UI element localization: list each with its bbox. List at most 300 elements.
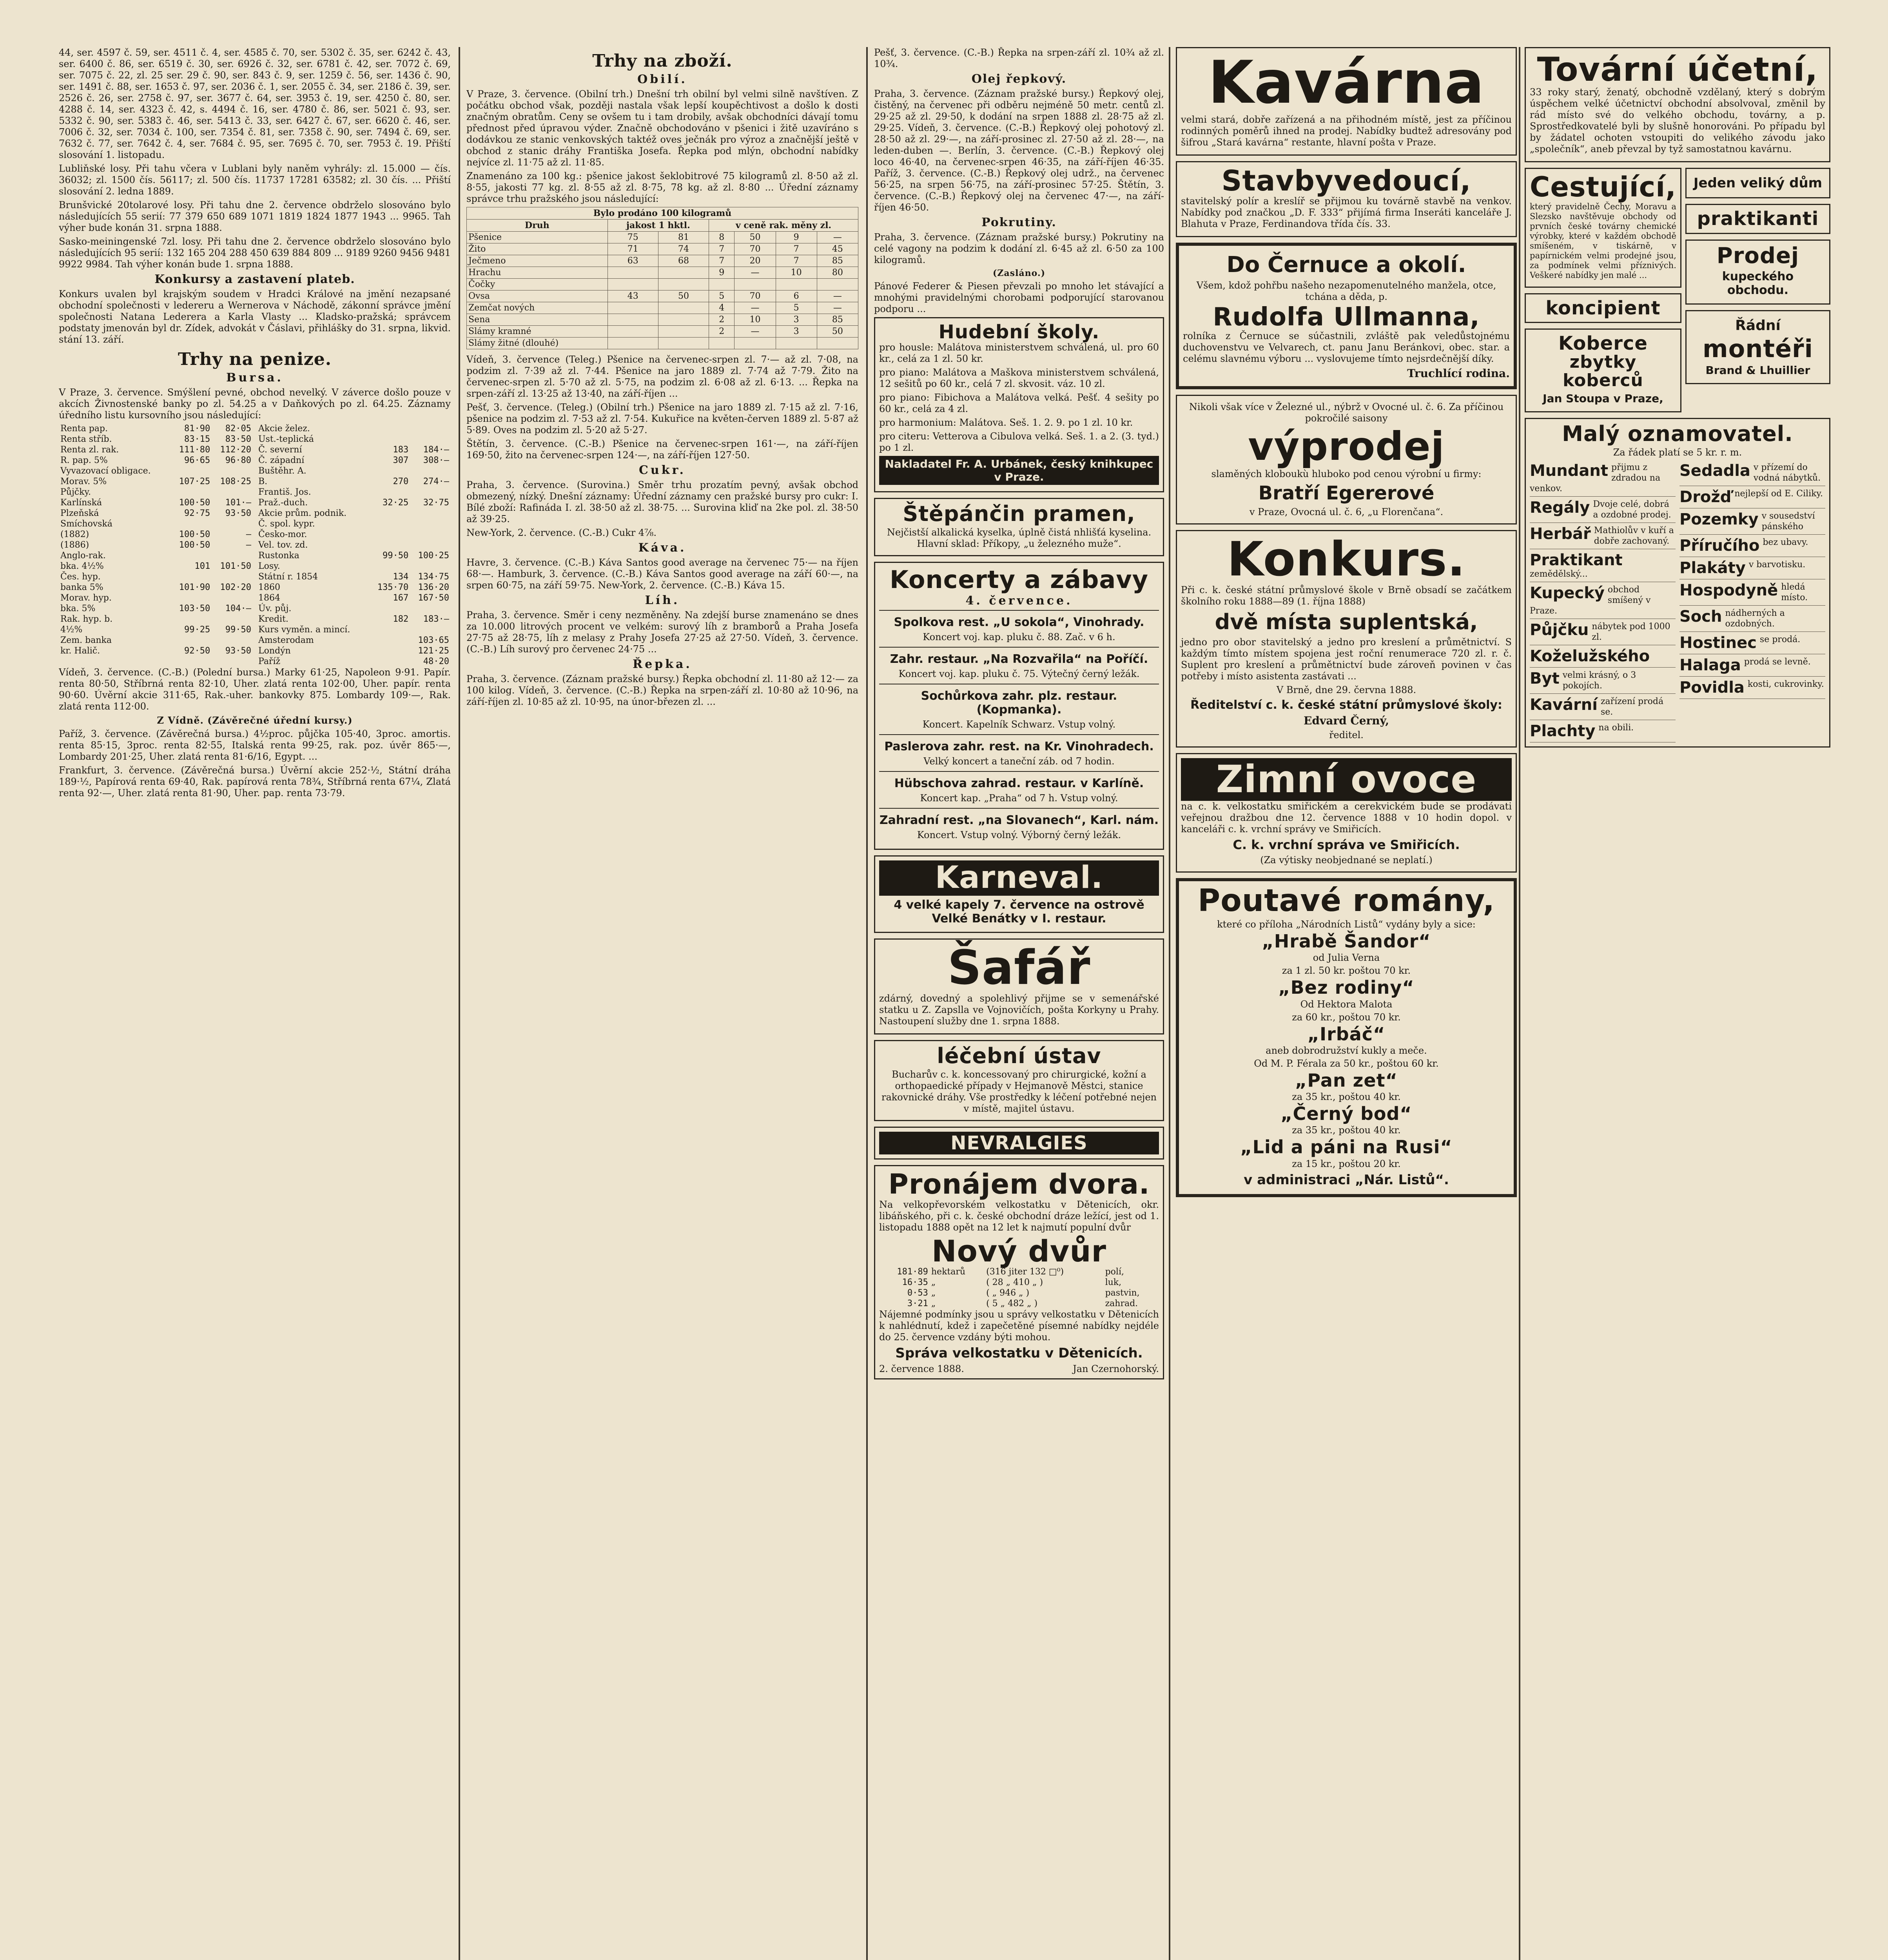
konkursy-heading: Konkursy a zastavení plateb. (154, 272, 355, 286)
grain-col-header: v ceně rak. měny zl. (709, 220, 858, 232)
exchange-ask (212, 466, 253, 476)
exchange-name: Rak. hyp. b. (60, 614, 113, 624)
novel-price: Od M. P. Férala za 50 kr., poštou 60 kr. (1254, 1058, 1439, 1069)
carpets-firm: Jan Stoupa v Praze, (1543, 392, 1663, 405)
exchange-bid: 81·90 (184, 424, 210, 434)
exchange-bid: 100·50 (179, 540, 210, 550)
exchange-ask (212, 572, 253, 582)
oilcake-text: Praha, 3. července. (Záznam pražské bursy.) Pokrutiny na celé vagony na podzim k dodání zl. 6·45 až zl. 6·50 za 100 kilogramů. (874, 232, 1164, 265)
grain-cell: 3 (776, 314, 817, 326)
classified-text: Dvoje celé, dobrá a ozdobné prodej. (1593, 499, 1671, 520)
hat-sale-intro: Nikoli však více v Železné ul., nýbrž v Ovocné ul. č. 6. Za příčinou pokročilé saisony (1189, 401, 1504, 424)
exchange-ask (410, 508, 451, 519)
novel-author: za 15 kr., poštou 20 kr. (1292, 1158, 1401, 1169)
classified-text: velmi krásný, o 3 pokojích. (1562, 670, 1636, 691)
grain-cell: — (817, 302, 858, 314)
safar-ad (874, 938, 1164, 1034)
exchange-name: (1882) (60, 530, 89, 539)
trainees-heading: praktikanti (1697, 208, 1819, 230)
hat-sale-ad (1176, 395, 1517, 524)
land-cell: (316 jiter 132 □⁰) (986, 1267, 1064, 1277)
concerts-list (879, 610, 1159, 845)
konkurs-org: Ředitelství c. k. české státní průmyslové školy: (1190, 698, 1502, 712)
exchange-bid (369, 519, 410, 529)
grain-cell: Pšenice (467, 232, 608, 243)
concert-detail: Koncert voj. kap. pluku č. 88. Zač. v 6 h. (923, 632, 1115, 643)
exchange-name: Č. západní (258, 456, 305, 465)
grain-cell: 63 (608, 255, 658, 267)
exchange-ask: 167·50 (418, 593, 449, 603)
classifieds-heading: Malý oznamovatel. (1562, 421, 1793, 446)
novel-title: „Lid a páni na Rusi“ (1240, 1136, 1453, 1158)
classified-text: bez ubavy. (1763, 537, 1808, 547)
concert-item (879, 684, 1159, 734)
music-ad-publisher: Nakladatel Fr. A. Urbánek, český knihkupec v Praze. (879, 456, 1159, 485)
concert-detail: Koncert. Vstup volný. Výborný černý ležák. (917, 829, 1121, 841)
exchange-ask (410, 540, 451, 550)
exchange-name: Paříž (258, 657, 281, 666)
classified-text: se prodá. (1759, 634, 1801, 644)
grain-cell (658, 314, 709, 326)
grain-cell: 74 (658, 243, 709, 255)
classified-item (1530, 523, 1676, 549)
exchange-bid (171, 466, 212, 476)
exchange-bid: 270 (393, 477, 409, 486)
exchange-row (257, 603, 451, 614)
konkurs-sub: dvě místa suplentská, (1215, 610, 1478, 635)
exchange-ask: 96·80 (225, 456, 251, 465)
land-cell: „ (931, 1278, 936, 1288)
exchange-ask (410, 603, 451, 614)
concert-item (879, 610, 1159, 647)
exchange-bid: 135·70 (377, 583, 409, 592)
classified-item (1679, 654, 1825, 677)
grain-cell: 8 (709, 232, 735, 243)
exchange-row (59, 508, 253, 519)
classified-item (1679, 460, 1825, 486)
classified-item (1530, 549, 1676, 582)
novels-intro: které co příloha „Národních Listů“ vydány byly a sice: (1217, 918, 1476, 930)
concert-item (879, 771, 1159, 808)
house-heading: Jeden veliký dům (1693, 175, 1823, 191)
sugar-text: Praha, 3. července. (Surovina.) Směr trhu prozatím pevný, avšak obchod obmezený, nízký. Dnešní záznamy: Úřední záznamy cen pražské bursy pro cukr: I. Bílé zboží: Rafináda I. zl. 38·50 až zl. 38·75. ... Surovina kliď na 2ke pol. zl. 38·50 až 39·25. (466, 479, 858, 524)
grain-price-table (466, 207, 858, 349)
grain-cell: Ovsa (467, 290, 608, 302)
stavby-heading: Stavbyvedoucí, (1221, 164, 1471, 197)
exchange-ask (410, 434, 451, 445)
safar-heading: Šafář (947, 941, 1091, 996)
classifieds-right (1679, 460, 1825, 742)
exchange-row (257, 519, 451, 529)
exchange-row (59, 561, 253, 572)
money-heading: Trhy na penize. (178, 349, 332, 369)
classified-item (1530, 720, 1676, 742)
exchange-name: R. pap. 5% (60, 456, 108, 465)
exchange-row (257, 582, 451, 593)
accountant-heading: Tovární účetní, (1537, 50, 1818, 89)
fitters-firm: Brand & Lhuillier (1705, 364, 1810, 377)
exchange-name: Morav. 5% (60, 477, 107, 486)
lease-after: Nájemné podmínky jsou u správy velkostatku v Dětenicích k nahlédnutí, kdež i zapečetěné písemné nabídky nejdéle do 25. července vzdány býti mohou. (879, 1309, 1159, 1343)
exchange-ask (212, 550, 253, 561)
col5-two-up (1525, 168, 1830, 418)
land-cell: 0·53 (907, 1288, 928, 1298)
cernuce-signature: Truchlící rodina. (1407, 367, 1510, 380)
exchange-bid (171, 550, 212, 561)
exchange-name: Londýn (258, 646, 291, 656)
grain-col-header: Druh (467, 220, 608, 232)
grain-cell: 3 (776, 326, 817, 338)
exchange-bid (171, 593, 212, 603)
hat-sale-heading: výprodej (1248, 423, 1445, 470)
exchange-name: Amsterodam (258, 635, 314, 645)
grain-cell (608, 326, 658, 338)
traveler-ad (1525, 168, 1681, 288)
exchange-ask (212, 614, 253, 624)
novel-author: za 35 kr., poštou 40 kr. (1292, 1091, 1401, 1103)
lease-heading: Pronájem dvora. (888, 1168, 1150, 1201)
column-3 (874, 47, 1164, 1960)
grain-cell (735, 279, 776, 290)
grain-cell (658, 279, 709, 290)
novel-title: „Irbáč“ (1307, 1023, 1386, 1045)
exchange-name: banka 5% (60, 583, 103, 592)
music-ad-line: pro citeru: Vetterova a Cibulova velká. Seš. 1. a 2. (3. tyd.) po 1 zl. (879, 431, 1159, 454)
grain-cell (658, 338, 709, 349)
grain-cell: — (817, 232, 858, 243)
exchange-name: Rustonka (258, 551, 299, 561)
cernuce-heading: Do Černuce a okolí. (1226, 252, 1466, 278)
grain-cell: 80 (817, 267, 858, 279)
exchange-bid (369, 635, 410, 646)
exchange-row (59, 646, 253, 656)
concert-venue: Zahr. restaur. „Na Rozvařila“ na Poříčí. (890, 652, 1148, 666)
fruit-ad (1176, 753, 1517, 873)
classified-keyword: Plachty (1530, 722, 1596, 740)
grain-cell: 81 (658, 232, 709, 243)
exchange-name: Plzeňská (60, 508, 99, 518)
classified-keyword: Herbář (1530, 524, 1591, 543)
exchange-ask: 112·20 (220, 445, 251, 455)
column-1 (59, 47, 451, 1960)
exchange-bid: 107·25 (179, 477, 210, 486)
grain-col-header: jakost 1 hktl. (608, 220, 709, 232)
exchange-name: Kredit. (258, 614, 288, 624)
grain-cell (817, 338, 858, 349)
coffee-heading: Káva. (638, 541, 687, 555)
exchange-name: Úv. půj. (258, 604, 292, 613)
land-cell: ( „ 946 „ ) (986, 1288, 1030, 1298)
lottery-text: Lubliňské losy. Při tahu včera v Lublani byly naněm vyhrály: zl. 15.000 — čís. 36032; zl. 1500 čís. 56117; zl. 500 čís. 11737 17281 63582; zl. 30 čís. ... Přiští slosování 2. ledna 1889. (59, 163, 451, 197)
grain-cell (776, 279, 817, 290)
exchange-row (257, 434, 451, 445)
novel-title: „Hrabě Šandor“ (1262, 930, 1431, 952)
exchange-ask: 274·— (423, 477, 449, 486)
estate-signature: Jan Czernohorský. (1073, 1363, 1159, 1375)
exchange-bid (369, 466, 410, 476)
exchange-name: Karlínská (60, 498, 102, 508)
classified-text: nádherných a ozdobných. (1725, 608, 1785, 629)
stepan-heading: Štěpánčin pramen, (903, 501, 1135, 526)
exchange-ask (212, 487, 253, 497)
goods-heading: Trhy na zboží. (592, 51, 733, 71)
novel-title: „Pan zet“ (1295, 1069, 1398, 1091)
land-table (879, 1267, 1159, 1309)
concert-venue: Spolkova rest. „U sokola“, Vinohrady. (894, 615, 1144, 630)
exchange-row (59, 466, 253, 476)
hat-sale-address: v Praze, Ovocná ul. č. 6, „u Florenčana“. (1249, 506, 1444, 518)
lottery-numbers: 44, ser. 4597 č. 59, ser. 4511 č. 4, ser. 4585 č. 70, ser. 5302 č. 35, ser. 6242 č. 43, ser. 6400 č. 86, ser. 6519 č. 30, ser. 6926 č. 32, ser. 6781 č. 42, ser. 7072 č. 69, ser. 7075 č. 22, zl. 25 ser. 29 č. 90, ser. 843 č. 9, ser. 1259 č. 56, ser. 1436 č. 90, ser. 1491 č. 88, ser. 1653 č. 97, ser. 2036 č. 1, ser. 2055 č. 34, ser. 2186 č. 39, ser. 2526 č. 26, ser. 2758 č. 97, ser. 3677 č. 64, ser. 3953 č. 19, ser. 4250 č. 80, ser. 4288 č. 14, ser. 4323 č. 42, s. 4494 č. 16, ser. 4780 č. 86, ser. 5021 č. 93, ser. 5332 č. 90, ser. 5383 č. 46, ser. 5413 č. 33, ser. 6427 č. 67, ser. 6620 č. 46, ser. 7006 č. 32, ser. 7034 č. 100, ser. 7354 č. 81, ser. 7358 č. 90, ser. 7494 č. 69, ser. 7632 č. 77, ser. 7642 č. 4, ser. 7684 č. 95, ser. 7695 č. 70, ser. 7953 č. 19. Přiští slosování 1. listopadu. (59, 47, 451, 160)
exchange-row (257, 529, 451, 540)
concert-item (879, 734, 1159, 771)
zaslano-text: Pánové Federer & Piesen převzali po mnoho let stávající a mnohými pravidelnými chorobami podporující starovanou podporu ... (874, 281, 1164, 314)
music-ad-line: pro harmonium: Malátova. Seš. 1. 2. 9. po 1 zl. 10 kr. (879, 417, 1133, 428)
exchange-ask: 82·05 (225, 424, 251, 434)
exchange-bid: 92·50 (184, 646, 210, 656)
classified-keyword: Regály (1530, 498, 1590, 517)
accountant-text: 33 roky starý, ženatý, obchodně vzdělaný, který s dobrým úspěchem velké účetnictví obchodní absolvoval, změnil by rád místo své do velkého obchodu, továrny, a p. Sprostředkovatelé byli by slušně honorováni. Po případu byl by žádatel ochoten vstoupiti do velikého závodu jako „společník“, aneb převzal by tyž samostatnou kavárnu. (1530, 87, 1825, 155)
concert-detail: Velký koncert a taneční záb. od 7 hodin. (923, 756, 1115, 767)
grain-cell: 85 (817, 314, 858, 326)
novels-list (1183, 932, 1510, 1170)
exchange-name: Renta stříb. (60, 434, 112, 444)
land-cell: polí, (1105, 1267, 1124, 1277)
novel-item (1183, 932, 1510, 976)
exchange-bid: 182 (393, 614, 409, 624)
exchange-bid (369, 624, 410, 635)
safar-text: zdárný, dovedný a spolehlivý přijme se v semenářské statku u Z. Zapslla ve Vojnovičích, pošta Korkyny u Prahy. Nastoupení služby dne 1. srpna 1888. (879, 993, 1159, 1027)
fruit-signature: C. k. vrchní správa ve Smiřicích. (1233, 837, 1460, 853)
grain-cell: 50 (735, 232, 776, 243)
exchange-bid (369, 561, 410, 572)
land-cell: zahrad. (1105, 1299, 1138, 1309)
exchange-name: Morav. hyp. (60, 593, 112, 603)
grain-cell: 10 (776, 267, 817, 279)
konkurs-text: Při c. k. české státní průmyslové škole v Brně obsadí se začátkem školního roku 1888—89 (1. října 1888) (1181, 584, 1512, 607)
cernuce-text: Všem, kdož pohřbu našeho nezapomenutelného manžela, otce, tchána a děda, p. (1196, 280, 1496, 303)
exchange-name: Kurs vyměn. a mincí. (258, 625, 350, 635)
estate-date: 2. července 1888. (879, 1363, 964, 1375)
exchange-ask (410, 561, 451, 572)
exchange-bid: 100·50 (179, 498, 210, 508)
grain-cell: 9 (776, 232, 817, 243)
traveler-heading: Cestující, (1530, 171, 1676, 203)
exchange-name: Státní r. 1854 (258, 572, 318, 582)
novels-ad (1176, 878, 1517, 1197)
exchange-name: Č. severní (258, 445, 302, 455)
exchange-bid (369, 434, 410, 445)
music-ad-heading: Hudební školy. (938, 321, 1100, 343)
stepan-text: Nejčistší alkalická kyselka, úplně čistá nhlišťá kyselina. Hlavní sklad: Příkopy, „u železného muže“. (887, 527, 1152, 550)
land-row (879, 1288, 1159, 1298)
konkurs-text-2: jedno pro obor stavitelský a jedno pro kreslení a průmětnictví. S každým tímto místem spojena jest roční renumerace 720 zl. r. č. Suplent pro kreslení a průmětnictví bude zároveň povinen v čas potřeby i místo asistenta zastávati ... (1181, 637, 1512, 682)
exchange-bid: 99·50 (382, 551, 409, 561)
exchange-row (59, 529, 253, 540)
grain-row (467, 290, 858, 302)
oil-text: Praha, 3. července. (Záznam pražské bursy.) Řepkový olej, čistěný, na červenec při odběru nejméně 50 metr. centů zl. 29·25 až zl. 29·50, k dodání na srpen 1888 zl. 28·75 až zl. 29·25. Vídeň, 3. července. (C.-B.) Řepkový olej pohotový zl. 28·50 až zl. 29·—, na září-prosinec zl. 27·50 až zl. 28·—, na leden-duben —. Berlín, 3. července. (C.-B.) Řepkový olej loco 46·40, na červenec-srpen 46·35, na září-říjen 46·35. Paříž, 3. července. (C.-B.) Řepkový olej udrž., na červenec 56·25, na srpen 56·75, na září-prosinec 57·25. Štětín, 3. července. (C.-B.) Řepkový olej na červenec 47·—, na září-říjen 46·50. (874, 88, 1164, 213)
koncipient-heading: koncipient (1545, 297, 1661, 319)
exchange-name: kr. Halič. (60, 646, 100, 656)
grain-cell: 85 (817, 255, 858, 267)
exchange-row (59, 572, 253, 582)
grain-row (467, 243, 858, 255)
shop-sale-sub: kupeckého obchodu. (1722, 270, 1794, 298)
grain-cell (608, 338, 658, 349)
exchange-name: Vel. tov. zd. (258, 540, 308, 550)
exchange-ask: 48·20 (423, 657, 449, 666)
exchange-ask (212, 593, 253, 603)
estate-footer (879, 1363, 1159, 1374)
exchange-ask: 101·50 (220, 561, 251, 571)
concert-item (879, 808, 1159, 845)
spirits-text: Praha, 3. července. Směr i ceny nezměněny. Na zdejší burse znamenáno se dnes za 10.000 litrových procent ve velkém: surový líh z bramborů a Praha Josefa 27·75 až 28·75, líh z melasy z Prahy Josefa 27·25 až 27·50. Vídeň, 3. července. (C.-B.) Líh surový pro červenec 24·75 ... (466, 610, 858, 655)
classified-keyword: Povidla (1679, 678, 1745, 697)
grain-row (467, 338, 858, 349)
grain-cell: 71 (608, 243, 658, 255)
concert-venue: Paslerova zahr. rest. na Kr. Vinohradech. (884, 740, 1154, 754)
stavby-text: stavitelský polír a kreslíř se přijmou ku továrně stavbě na venkov. Nabídky pod značkou „D. F. 333“ přijímá firma Inseráti kanceláře J. Blahuta v Praze, Ferdinandova třída čís. 33. (1181, 196, 1512, 230)
novel-item (1183, 1104, 1510, 1136)
column-rule (1519, 47, 1520, 1960)
lease-text: Na velkopřevorském velkostatku v Dětenicích, okr. libáňského, při c. k. české obchodní dráze ležící, jest od 1. listopadu 1888 opět na 12 let k najmutí populní dvůr (879, 1199, 1159, 1233)
exchange-tables (59, 423, 451, 667)
exchange-table-right (257, 423, 451, 667)
exchange-row (59, 519, 253, 529)
exchange-row (59, 624, 253, 635)
classified-text: zemědělský... (1530, 569, 1588, 579)
exchange-ask: 100·25 (418, 551, 449, 561)
classified-text: přijmu z zdradou na venkov. (1530, 462, 1661, 494)
koncipient-ad (1525, 293, 1681, 323)
exchange-name: Vyvazovací obligace. (60, 466, 151, 476)
music-ad-line: pro piano: Fibichova a Malátova velká. Pešť. 4 sešity po 60 kr., celá za 4 zl. (879, 392, 1159, 415)
exchange-ask (212, 519, 253, 529)
sasko-text: Sasko-meiningenské 7zl. losy. Při tahu dne 2. července obdrželo slosováno bylo následujících 95 serií: 132 165 204 288 450 639 884 809 ... 9189 9260 9456 9481 9922 9984. Tah výher konán bude 1. srpna 1888. (59, 236, 451, 270)
cernuce-text-2: rolníka z Černuce se súčastnili, zvláště pak veledůstojnému duchovenstvu ve Velvarech, ct. panu Janu Beránkovi, obec. star. a celému slavnému výboru ... vyslovujeme tímto nejsrdečnější díky. (1183, 330, 1510, 365)
exchange-name: Akcie prům. podnik. (258, 508, 347, 518)
grain-row (467, 255, 858, 267)
land-cell: 181·89 (897, 1267, 928, 1277)
exchange-row (59, 476, 253, 487)
grain-cell: 7 (776, 243, 817, 255)
land-row (879, 1277, 1159, 1288)
hat-sale-sub: slaměných kloboukù hluboko pod cenou výrobní u firmy: (1211, 468, 1482, 480)
classified-keyword: Koželužského (1530, 647, 1650, 665)
kavarna-heading: Kavárna (1208, 49, 1485, 117)
exchange-name: Františ. Jos. (258, 487, 311, 497)
grain-after: Vídeň, 3. července (Teleg.) Pšenice na červenec-srpen zl. 7·— až zl. 7·08, na podzim zl. 7·39 až zl. 7·44. Pšenice na jaro 1889 zl. 7·74 až 7·79. Žito na červenec-srpen zl. 5·70 až zl. 5·75, na podzim zl. 6·08 až zl. 6·13. ... Řepka na srpen-září zl. 13·25 až 13·40, na září-říjen ... (466, 354, 858, 399)
land-cell: luk, (1105, 1278, 1122, 1288)
kavarna-text: velmi stará, dobře zařízená a na přihodném místě, jest za příčinou rodinných poměrů ihned na prodej. Nabídky budtež adresovány pod šifrou „Stará kavárna“ restante, hlavní pošta v Praze. (1181, 114, 1512, 148)
classified-item (1679, 632, 1825, 654)
grain-cell: 20 (735, 255, 776, 267)
grain-cell (709, 279, 735, 290)
concert-venue: Zahradní rest. „na Slovanech“, Karl. nám. (879, 813, 1159, 828)
exchange-row (59, 593, 253, 603)
concerts-date: 4. července. (965, 594, 1073, 608)
grain-cell (776, 338, 817, 349)
novel-item (1183, 1025, 1510, 1069)
classified-keyword: Drožď (1679, 488, 1732, 506)
grain-cell: Žito (467, 243, 608, 255)
exchange-ask: 32·75 (423, 498, 449, 508)
vienna-close-heading: Z Vídně. (Závěrečné úřední kursy.) (157, 715, 353, 726)
exchange-row (257, 646, 451, 656)
fruit-note: (Za výtisky neobjednané se neplatí.) (1260, 855, 1433, 866)
column-4 (1176, 47, 1517, 1960)
new-farm-heading: Nový dvůr (932, 1233, 1106, 1269)
exchange-name: Ust.-teplická (258, 434, 314, 444)
classified-text: v sousedství pánského (1761, 511, 1815, 532)
grain-cell: — (735, 302, 776, 314)
exchange-ask: 184·— (423, 445, 449, 455)
rapeseed-heading: Řepka. (633, 657, 692, 671)
exchange-ask (212, 635, 253, 646)
exchange-ask (410, 529, 451, 540)
classified-keyword: Půjčku (1530, 621, 1589, 639)
exchange-bid: 101 (194, 561, 210, 571)
novels-heading: Poutavé romány, (1197, 883, 1495, 919)
spa-ad (874, 1040, 1164, 1121)
exchange-bid: 32·25 (382, 498, 409, 508)
column-2 (466, 47, 858, 1960)
exchange-name: (1886) (60, 540, 89, 550)
traveler-text: který pravidelně Čechy, Moravu a Slezsko navštěvuje obchody od prvních české továrny chemické výrobky, které v každém obchodě smíšeném, v tiskárně, v papírnickém velmi prodejné jsou, za podmínek velmi příznivých. Veškeré nabídky jen malé ... (1530, 201, 1676, 280)
exchange-ask: 308·— (423, 456, 449, 465)
concerts-ad (874, 562, 1164, 850)
classified-item (1530, 694, 1676, 720)
exchange-ask: 83·50 (225, 434, 251, 444)
exchange-name: Renta pap. (60, 424, 108, 434)
konkurs-signature-title: ředitel. (1329, 730, 1364, 741)
exchange-row (59, 455, 253, 466)
classified-text: hledá místo. (1781, 582, 1808, 603)
exchange-name: Buštěhr. A. (258, 466, 307, 476)
concert-detail: Koncert. Kapelník Schwarz. Vstup volný. (922, 719, 1116, 730)
newspaper-page (59, 47, 1830, 1960)
classified-keyword: Sedadla (1679, 461, 1750, 480)
exchange-bid: 307 (393, 456, 409, 465)
grain-cell: 4 (709, 302, 735, 314)
column-rule (459, 47, 460, 1960)
exchange-ask: — (246, 530, 251, 539)
grain-cell: 7 (776, 255, 817, 267)
classified-keyword: Příručího (1679, 536, 1760, 555)
exchange-row (257, 593, 451, 603)
exchange-bid: 83·15 (184, 434, 210, 444)
land-cell: ( 28 „ 410 „ ) (986, 1278, 1043, 1288)
concert-venue: Hübschova zahrad. restaur. v Karlíně. (894, 777, 1144, 791)
classified-keyword: Praktikant (1530, 551, 1623, 569)
grain-row (467, 314, 858, 326)
novel-author: Od Hektora Malota (1300, 998, 1393, 1010)
grain-cell: 43 (608, 290, 658, 302)
exchange-name: 4½% (60, 625, 83, 635)
concerts-heading: Koncerty a zábavy (889, 565, 1149, 594)
exchange-row (257, 455, 451, 466)
exchange-name: Praž.-duch. (258, 498, 308, 508)
exchange-bid (171, 572, 212, 582)
carpets-remnants: zbytky koberců (1563, 352, 1643, 390)
exchange-bid: 96·65 (184, 456, 210, 465)
exchange-name: Česko-mor. (258, 530, 307, 539)
exchange-row (257, 508, 451, 519)
novel-author: za 35 kr., poštou 40 kr. (1292, 1125, 1401, 1136)
grain-cell: 70 (735, 243, 776, 255)
exchange-row (59, 434, 253, 445)
grain-cell: 5 (776, 302, 817, 314)
oilcake-heading: Pokrutiny. (981, 216, 1057, 229)
